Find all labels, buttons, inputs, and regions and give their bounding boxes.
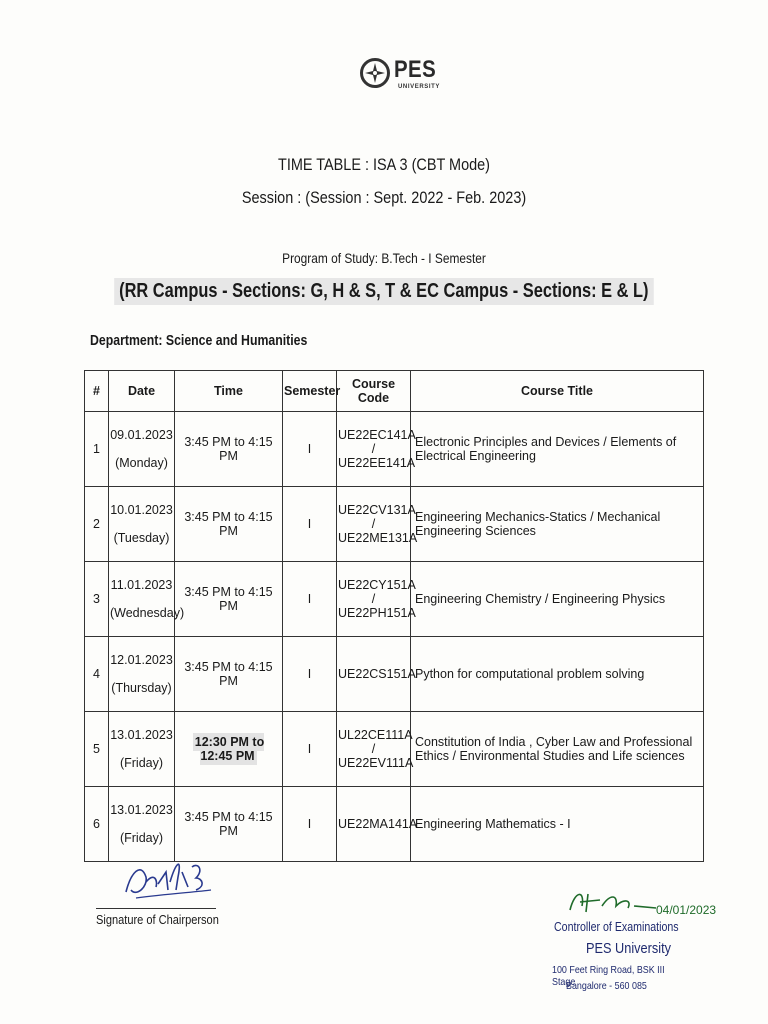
course-title: Engineering Mechanics-Statics / Mechanical Engineering Sciences: [411, 487, 704, 562]
semester: I: [283, 487, 337, 562]
row-number: 2: [85, 487, 109, 562]
exam-day: (Thursday): [111, 681, 172, 695]
stamp-university: PES University: [586, 940, 672, 957]
row-number: 5: [85, 712, 109, 787]
chairperson-signature-label: Signature of Chairperson: [96, 912, 219, 927]
header-course-code: Course Code: [337, 371, 411, 412]
department-heading: Department: Science and Humanities: [90, 332, 308, 349]
exam-time: 3:45 PM to 4:15 PM: [175, 637, 283, 712]
header-num: #: [85, 371, 109, 412]
course-code: UL22CE111A / UE22EV111A: [337, 712, 411, 787]
date-cell: [109, 637, 175, 712]
row-number: 1: [85, 412, 109, 487]
controller-signature-date: 04/01/2023: [656, 903, 717, 917]
course-code: UE22MA141A: [337, 787, 411, 862]
header-time: Time: [175, 371, 283, 412]
logo-subtitle: UNIVERSITY: [398, 84, 441, 90]
stamp-controller-title: Controller of Examinations: [554, 920, 679, 934]
exam-day: (Tuesday): [113, 531, 170, 545]
table-row: [85, 487, 704, 562]
logo-name: PES: [394, 56, 437, 83]
chairperson-signature: [96, 842, 226, 912]
exam-time: 3:45 PM to 4:15 PM: [175, 487, 283, 562]
semester: I: [283, 637, 337, 712]
course-title: Engineering Chemistry / Engineering Physics: [411, 562, 704, 637]
exam-day: (Friday): [119, 831, 164, 845]
exam-date: 10.01.2023: [110, 503, 173, 517]
stamp-address-line1: 100 Feet Ring Road, BSK III Stage: [552, 964, 665, 988]
timetable: [84, 370, 704, 862]
semester: I: [283, 712, 337, 787]
exam-date: 13.01.2023: [110, 803, 173, 817]
exam-time: 3:45 PM to 4:15 PM: [175, 787, 283, 862]
header-course-title: Course Title: [411, 371, 704, 412]
controller-stamp: [540, 880, 717, 1010]
date-cell: [109, 562, 185, 637]
exam-day: (Monday): [115, 456, 168, 470]
date-cell: [109, 412, 175, 487]
semester: I: [283, 412, 337, 487]
header-date: Date: [109, 371, 175, 412]
table-row: [85, 712, 704, 787]
exam-time: 3:45 PM to 4:15 PM: [175, 562, 283, 637]
session-title: Session : (Session : Sept. 2022 - Feb. 2023): [241, 188, 527, 207]
exam-time: 3:45 PM to 4:15 PM: [175, 412, 283, 487]
row-number: 6: [85, 787, 109, 862]
exam-time-cell: [175, 712, 283, 787]
controller-signature: [560, 880, 717, 920]
pes-logo: [356, 54, 440, 120]
exam-day: (Friday): [119, 756, 164, 770]
program-of-study: Program of Study: B.Tech - I Semester: [282, 250, 486, 266]
semester: I: [283, 787, 337, 862]
exam-date: 12.01.2023: [110, 653, 173, 667]
course-title: Electronic Principles and Devices / Elements of Electrical Engineering: [411, 412, 704, 487]
date-cell: [109, 712, 175, 787]
timetable-title: TIME TABLE : ISA 3 (CBT Mode): [277, 155, 490, 174]
table-row: [85, 637, 704, 712]
course-code: UE22CS151A: [337, 637, 411, 712]
row-number: 3: [85, 562, 109, 637]
table-header-row: [85, 371, 704, 412]
course-title: Constitution of India , Cyber Law and Professional Ethics / Environmental Studies and Life sciences: [411, 712, 704, 787]
exam-date: 13.01.2023: [110, 728, 173, 742]
date-cell: [109, 487, 175, 562]
row-number: 4: [85, 637, 109, 712]
table-row: [85, 412, 704, 487]
course-code: UE22CV131A / UE22ME131A: [337, 487, 411, 562]
exam-day: (Wednesday): [110, 606, 185, 620]
exam-time-highlighted: 12:30 PM to 12:45 PM: [194, 735, 265, 763]
signature-line: [96, 908, 216, 909]
compass-icon: [360, 58, 390, 88]
stamp-address-line2: Bangalore - 560 085: [566, 980, 647, 992]
table-row: [85, 562, 704, 637]
header-semester: Semester: [283, 371, 337, 412]
course-title: Engineering Mathematics - I: [411, 787, 704, 862]
exam-date: 11.01.2023: [110, 578, 173, 592]
exam-date: 09.01.2023: [110, 428, 173, 442]
campus-sections: (RR Campus - Sections: G, H & S, T & EC Campus - Sections: E & L): [114, 278, 653, 305]
course-code: UE22CY151A / UE22PH151A: [337, 562, 411, 637]
semester: I: [283, 562, 337, 637]
course-code: UE22EC141A / UE22EE141A: [337, 412, 411, 487]
course-title: Python for computational problem solving: [411, 637, 704, 712]
